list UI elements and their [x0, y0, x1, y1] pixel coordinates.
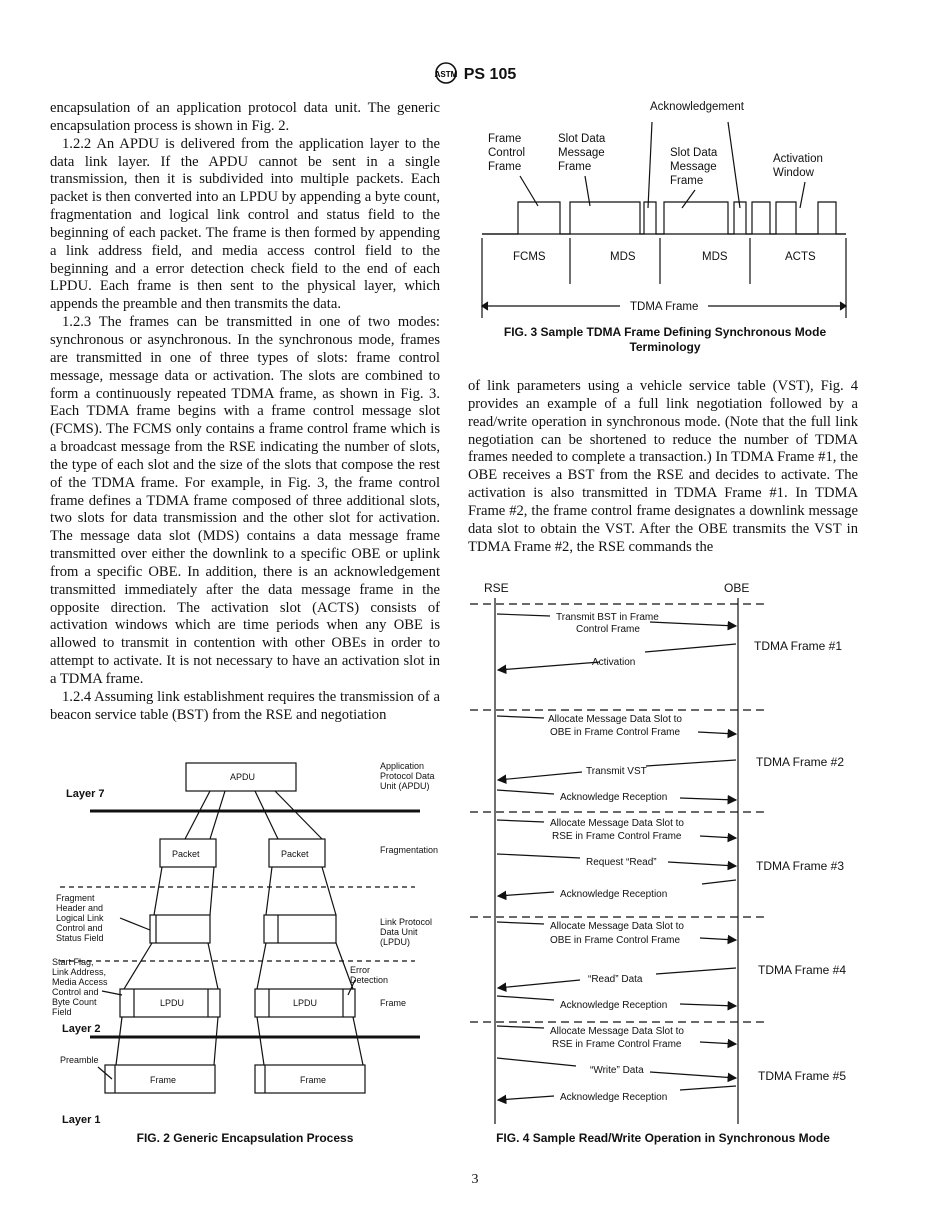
svg-text:Unit (APDU): Unit (APDU) — [380, 781, 430, 791]
left-text-column — [50, 100, 440, 725]
svg-text:Request “Read”: Request “Read” — [586, 857, 657, 868]
fig3-tdma-frame-diagram — [470, 96, 880, 321]
svg-text:Data Unit: Data Unit — [380, 927, 418, 937]
fig2-caption: FIG. 2 Generic Encapsulation Process — [136, 1131, 354, 1145]
svg-text:Frame: Frame — [558, 161, 592, 173]
svg-text:Slot Data: Slot Data — [670, 147, 718, 159]
svg-text:Header and: Header and — [56, 903, 104, 913]
svg-text:Acknowledge Reception: Acknowledge Reception — [560, 792, 668, 803]
fig3-caption: FIG. 3 Sample TDMA Frame Defining Synchronous Mode Terminology — [503, 325, 827, 354]
svg-text:ASTM: ASTM — [434, 70, 458, 79]
paragraph: of link parameters using a vehicle service table (VST), Fig. 4 provides an example of a full link negotiation followed by a read/write operation in synchronous mode. (Note that the full link negotiation can be shortened to reduce the number of TDMA frames needed to complete a transaction.) In TDMA Frame #1, the OBE receives a BST from the RSE and decides to activate. The activation is also transmitted in TDMA Frame #1. In TDMA Frame #2, the frame control frame designates a downlink message data slot to obtain the VST. After the OBE transmits the VST in TDMA Frame #2, the RSE commands the — [468, 378, 858, 555]
svg-text:(LPDU): (LPDU) — [380, 937, 411, 947]
svg-text:Frame: Frame — [488, 161, 522, 173]
right-text-column — [468, 378, 858, 556]
svg-text:“Read” Data: “Read” Data — [588, 974, 643, 985]
svg-text:Packet: Packet — [172, 849, 200, 859]
page-header — [0, 62, 950, 89]
svg-text:Frame: Frame — [150, 1075, 177, 1085]
svg-text:Allocate Message Data Slot to: Allocate Message Data Slot to — [550, 921, 684, 932]
svg-text:Control: Control — [488, 147, 526, 159]
svg-text:Acknowledgement: Acknowledgement — [650, 101, 744, 113]
svg-text:Layer 2: Layer 2 — [62, 1023, 101, 1035]
paragraph: 1.2.3 The frames can be transmitted in one of two modes: synchronous or asynchronous. In the synchronous mode, frames are transmitted in one of three types of slots: frame control message, message data or activation. The slots are combined to form a continuously repeated TDMA frame, as shown in Fig. 3. Each TDMA frame begins with a frame control message slot (FCMS). The FCMS only contains a frame control frame which is a broadcast message from the RSE indicating the number of slots, the type of each slot and the size of the slots that compose the rest of the TDMA frame. For example, in Fig. 3, the frame control frame defines a TDMA frame composed of three additional slots, two slots for data transmission and the other slot for activation. The message data slot (MDS) contains a data message frame transmitted over either the downlink to a specific OBE or uplink from a specific OBE. In addition, there is an acknowledgement transmitted immediately after the data message frame in the opposite direction. The activation slot (ACTS) consists of activation windows which are time periods when any OBE is allowed to transmit in contention with other OBEs in order to attempt to activate. It is not necessary to have an activation slot in a TDMA frame. — [50, 314, 440, 687]
svg-text:TDMA Frame #1: TDMA Frame #1 — [754, 639, 843, 653]
fig4-caption: FIG. 4 Sample Read/Write Operation in Synchronous Mode — [496, 1131, 830, 1145]
svg-text:TDMA Frame #5: TDMA Frame #5 — [758, 1069, 847, 1083]
svg-text:LPDU: LPDU — [293, 998, 318, 1008]
svg-text:Detection: Detection — [350, 975, 389, 985]
svg-text:Media Access: Media Access — [52, 977, 108, 987]
svg-text:Allocate Message Data Slot to: Allocate Message Data Slot to — [550, 1026, 684, 1037]
svg-text:LPDU: LPDU — [160, 998, 185, 1008]
svg-text:Field: Field — [52, 1007, 72, 1017]
svg-text:TDMA Frame #4: TDMA Frame #4 — [758, 963, 847, 977]
svg-text:Error: Error — [350, 965, 370, 975]
svg-text:Window: Window — [773, 167, 814, 179]
svg-text:Frame: Frame — [670, 175, 704, 187]
svg-text:Packet: Packet — [281, 849, 309, 859]
svg-text:TDMA Frame #2: TDMA Frame #2 — [756, 755, 845, 769]
svg-text:RSE in Frame Control Frame: RSE in Frame Control Frame — [552, 831, 682, 842]
svg-text:FCMS: FCMS — [513, 251, 546, 263]
svg-text:“Write” Data: “Write” Data — [590, 1065, 644, 1076]
svg-text:Link Protocol: Link Protocol — [380, 917, 433, 927]
paragraph: 1.2.2 An APDU is delivered from the application layer to the data link layer. If the APDU cannot be sent in a single transmission, then it is subdivided into multiple packets. Each packet is then converted into an LPDU by appending a byte count, fragmentation and logical link control and status field to the beginning of each packet. The frame is then formed by appending a link address field, and media access control field to the beginning and a error detection check field to the end of each LPDU. Each frame is then sent to the physical layer, which appends the preamble and then transmits the data. — [50, 135, 440, 313]
svg-text:Frame: Frame — [300, 1075, 327, 1085]
svg-text:Slot Data: Slot Data — [558, 133, 606, 145]
fig4-read-write-sequence-diagram — [470, 576, 880, 1128]
svg-text:OBE: OBE — [724, 581, 750, 595]
fig2-encapsulation-diagram — [50, 755, 450, 1130]
svg-text:Message: Message — [558, 147, 605, 159]
svg-text:Fragment: Fragment — [56, 893, 95, 903]
svg-text:Application: Application — [380, 761, 425, 771]
svg-text:Frame: Frame — [488, 133, 522, 145]
svg-text:Layer 1: Layer 1 — [62, 1114, 101, 1126]
page-number: 3 — [471, 1172, 479, 1187]
svg-text:RSE in Frame Control Frame: RSE in Frame Control Frame — [552, 1039, 682, 1050]
document-id: PS 105 — [463, 66, 517, 83]
svg-text:Transmit BST in Frame: Transmit BST in Frame — [556, 612, 659, 623]
svg-text:Status Field: Status Field — [56, 933, 104, 943]
svg-text:Fragmentation: Fragmentation — [380, 845, 439, 855]
svg-text:Activation: Activation — [592, 657, 636, 668]
svg-text:MDS: MDS — [702, 251, 728, 263]
svg-text:Control Frame: Control Frame — [576, 624, 640, 635]
svg-text:Logical Link: Logical Link — [56, 913, 104, 923]
svg-text:Transmit VST: Transmit VST — [586, 766, 647, 777]
svg-text:APDU: APDU — [230, 772, 256, 782]
paragraph: 1.2.4 Assuming link establishment requires the transmission of a beacon service table (BST) from the RSE and negotiation — [50, 688, 440, 723]
svg-text:Message: Message — [670, 161, 717, 173]
svg-text:Preamble: Preamble — [60, 1055, 99, 1065]
svg-text:Link Address,: Link Address, — [52, 967, 107, 977]
svg-text:OBE in Frame Control Frame: OBE in Frame Control Frame — [550, 935, 681, 946]
svg-text:TDMA Frame #3: TDMA Frame #3 — [756, 859, 845, 873]
svg-text:Control and: Control and — [56, 923, 103, 933]
svg-text:Control and: Control and — [52, 987, 99, 997]
svg-text:Layer 7: Layer 7 — [66, 788, 105, 800]
svg-text:OBE in Frame Control Frame: OBE in Frame Control Frame — [550, 727, 681, 738]
svg-text:Frame: Frame — [380, 998, 407, 1008]
svg-text:MDS: MDS — [610, 251, 636, 263]
svg-text:Byte Count: Byte Count — [52, 997, 97, 1007]
svg-text:Allocate Message Data Slot to: Allocate Message Data Slot to — [550, 818, 684, 829]
svg-text:Allocate Message Data Slot to: Allocate Message Data Slot to — [548, 714, 682, 725]
paragraph: encapsulation of an application protocol data unit. The generic encapsulation process is shown in Fig. 2. — [50, 100, 440, 134]
svg-text:Acknowledge Reception: Acknowledge Reception — [560, 1092, 668, 1103]
svg-text:RSE: RSE — [484, 581, 509, 595]
svg-text:Acknowledge Reception: Acknowledge Reception — [560, 1000, 668, 1011]
svg-text:ACTS: ACTS — [785, 251, 816, 263]
svg-text:TDMA Frame: TDMA Frame — [630, 301, 699, 313]
svg-text:Acknowledge Reception: Acknowledge Reception — [560, 889, 668, 900]
svg-text:Start Flag,: Start Flag, — [52, 957, 94, 967]
astm-logo-icon — [434, 62, 458, 89]
svg-text:Activation: Activation — [773, 153, 823, 165]
svg-text:Protocol Data: Protocol Data — [380, 771, 435, 781]
